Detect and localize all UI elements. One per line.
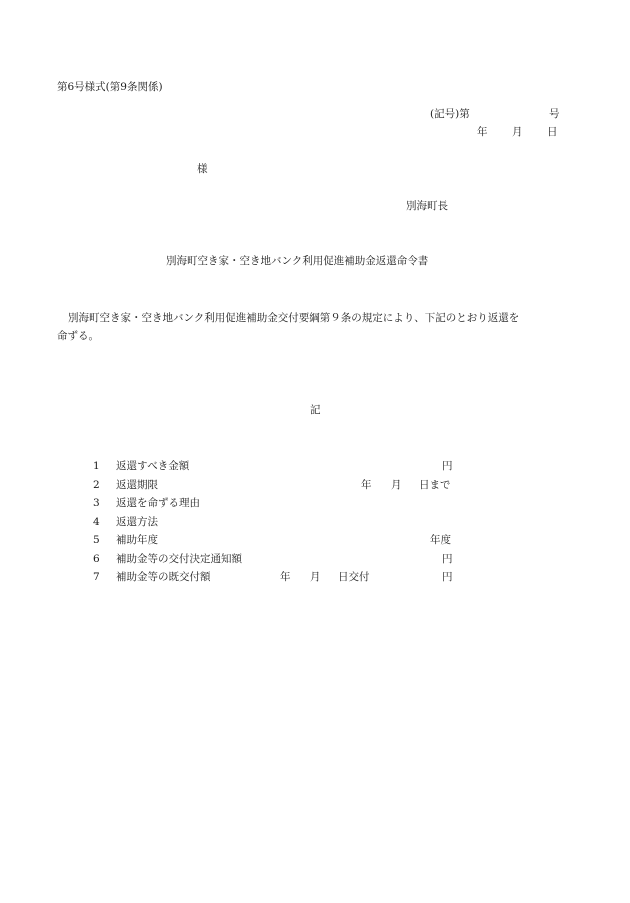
list-item — [0, 535, 630, 549]
item-label: 補助金等の既交付額 — [116, 571, 211, 583]
item-label: 補助金等の交付決定通知額 — [116, 553, 242, 565]
date-month: 月 — [512, 126, 523, 138]
list-item — [0, 572, 630, 586]
list-item — [0, 517, 630, 531]
item-number: 6 — [93, 553, 100, 565]
item-month: 月 — [310, 571, 321, 583]
item-number: 4 — [93, 516, 100, 528]
item-yen: 円 — [442, 553, 453, 565]
form-label: 第6号様式(第9条関係) — [57, 81, 163, 93]
reference-go: 号 — [549, 108, 560, 120]
date-day: 日 — [547, 126, 558, 138]
body-line-2: 命ずる。 — [57, 330, 99, 342]
item-number: 3 — [93, 497, 100, 509]
list-item — [0, 498, 630, 512]
reference-kigo-dai: (記号)第 — [430, 108, 470, 120]
item-label: 返還期限 — [116, 479, 158, 491]
ki-heading: 記 — [310, 404, 321, 416]
item-label: 補助年度 — [116, 534, 158, 546]
item-year: 年 — [280, 571, 291, 583]
date-year: 年 — [477, 126, 488, 138]
item-year: 年 — [361, 479, 372, 491]
item-number: 5 — [93, 534, 100, 546]
item-day-made: 日まで — [419, 479, 451, 491]
item-yen: 円 — [442, 460, 453, 472]
body-line-1: 別海町空き家・空き地バンク利用促進補助金交付要綱第９条の規定により、下記のとおり返還を — [68, 312, 520, 324]
item-number: 7 — [93, 571, 100, 583]
list-item — [0, 480, 630, 494]
list-item — [0, 461, 630, 475]
item-number: 1 — [93, 460, 100, 472]
item-number: 2 — [93, 479, 100, 491]
item-month: 月 — [391, 479, 402, 491]
item-label: 返還すべき金額 — [116, 460, 190, 472]
item-label: 返還方法 — [116, 516, 158, 528]
list-item — [0, 554, 630, 568]
document-title: 別海町空き家・空き地バンク利用促進補助金返還命令書 — [166, 255, 429, 267]
addressee-suffix: 様 — [197, 163, 208, 175]
item-day-koufu: 日交付 — [338, 571, 370, 583]
item-nendo: 年度 — [430, 534, 451, 546]
item-yen: 円 — [442, 571, 453, 583]
item-label: 返還を命ずる理由 — [116, 497, 200, 509]
issuer: 別海町長 — [406, 200, 448, 212]
